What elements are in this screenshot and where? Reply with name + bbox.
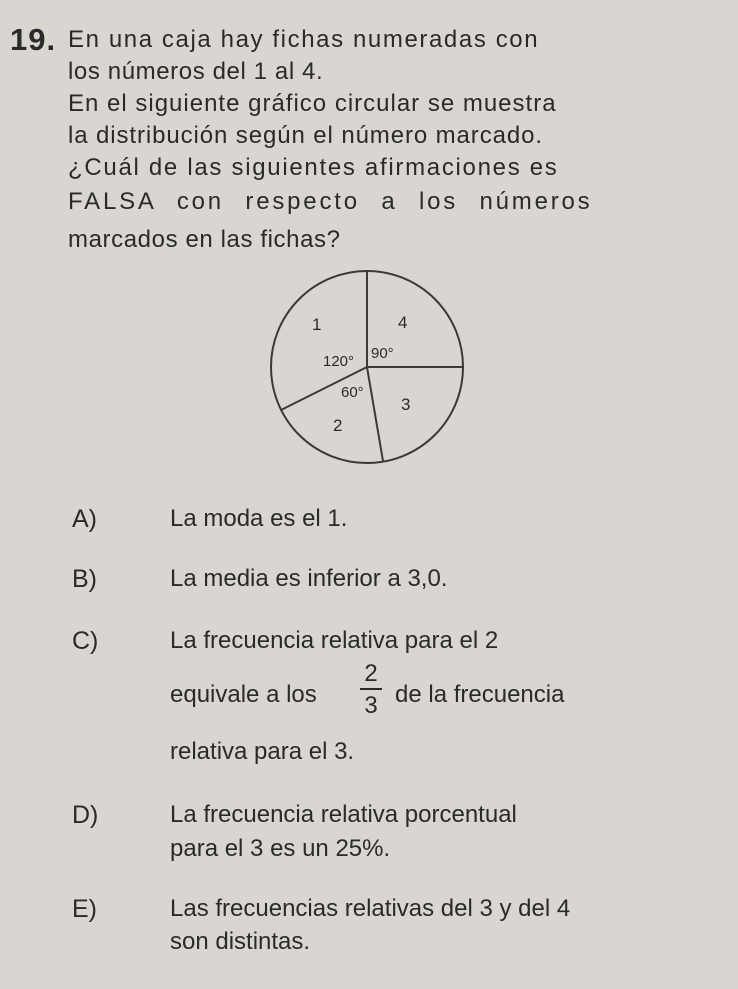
fraction-denominator: 3 (364, 692, 378, 719)
option-letter[interactable]: A) (72, 505, 97, 533)
angle-label-4: 90° (371, 345, 394, 362)
option-text: La frecuencia relativa porcentual (170, 801, 517, 828)
option-letter[interactable]: B) (72, 565, 97, 593)
option-text: equivale a los (170, 681, 317, 708)
question-line: los números del 1 al 4. (68, 58, 324, 85)
option-text: son distintas. (170, 928, 311, 955)
slice-label-3: 3 (401, 395, 411, 414)
question-line: ¿Cuál de las siguientes afirmaciones es (68, 154, 559, 181)
option-letter[interactable]: E) (72, 895, 97, 923)
option-letter[interactable]: D) (72, 801, 99, 829)
option-text: para el 3 es un 25%. (170, 835, 391, 862)
option-text: de la frecuencia (395, 681, 565, 708)
fraction (357, 662, 385, 720)
question-line: En el siguiente gráfico circular se muestra (68, 90, 557, 117)
option-text: La frecuencia relativa para el 2 (170, 627, 499, 654)
pie-chart (262, 270, 472, 470)
slice-label-2: 2 (333, 416, 343, 435)
option-text: Las frecuencias relativas del 3 y del 4 (170, 895, 571, 922)
question-line: marcados en las fichas? (68, 226, 341, 253)
question-number: 19. (10, 22, 57, 57)
fraction-numerator: 2 (364, 660, 378, 687)
option-letter[interactable]: C) (72, 627, 99, 655)
option-text: La media es inferior a 3,0. (170, 565, 448, 592)
question-line: En una caja hay fichas numeradas con (68, 26, 540, 53)
pie-divider-bottom (367, 367, 383, 461)
slice-label-4: 4 (398, 313, 408, 332)
slice-label-1: 1 (312, 315, 322, 334)
option-text: relativa para el 3. (170, 738, 355, 765)
angle-label-1: 120° (323, 353, 355, 370)
fraction-bar (360, 688, 382, 690)
angle-label-2: 60° (341, 384, 364, 401)
question-line: la distribución según el número marcado. (68, 122, 543, 149)
option-text: La moda es el 1. (170, 505, 348, 532)
question-line: FALSA con respecto a los números (68, 188, 593, 215)
